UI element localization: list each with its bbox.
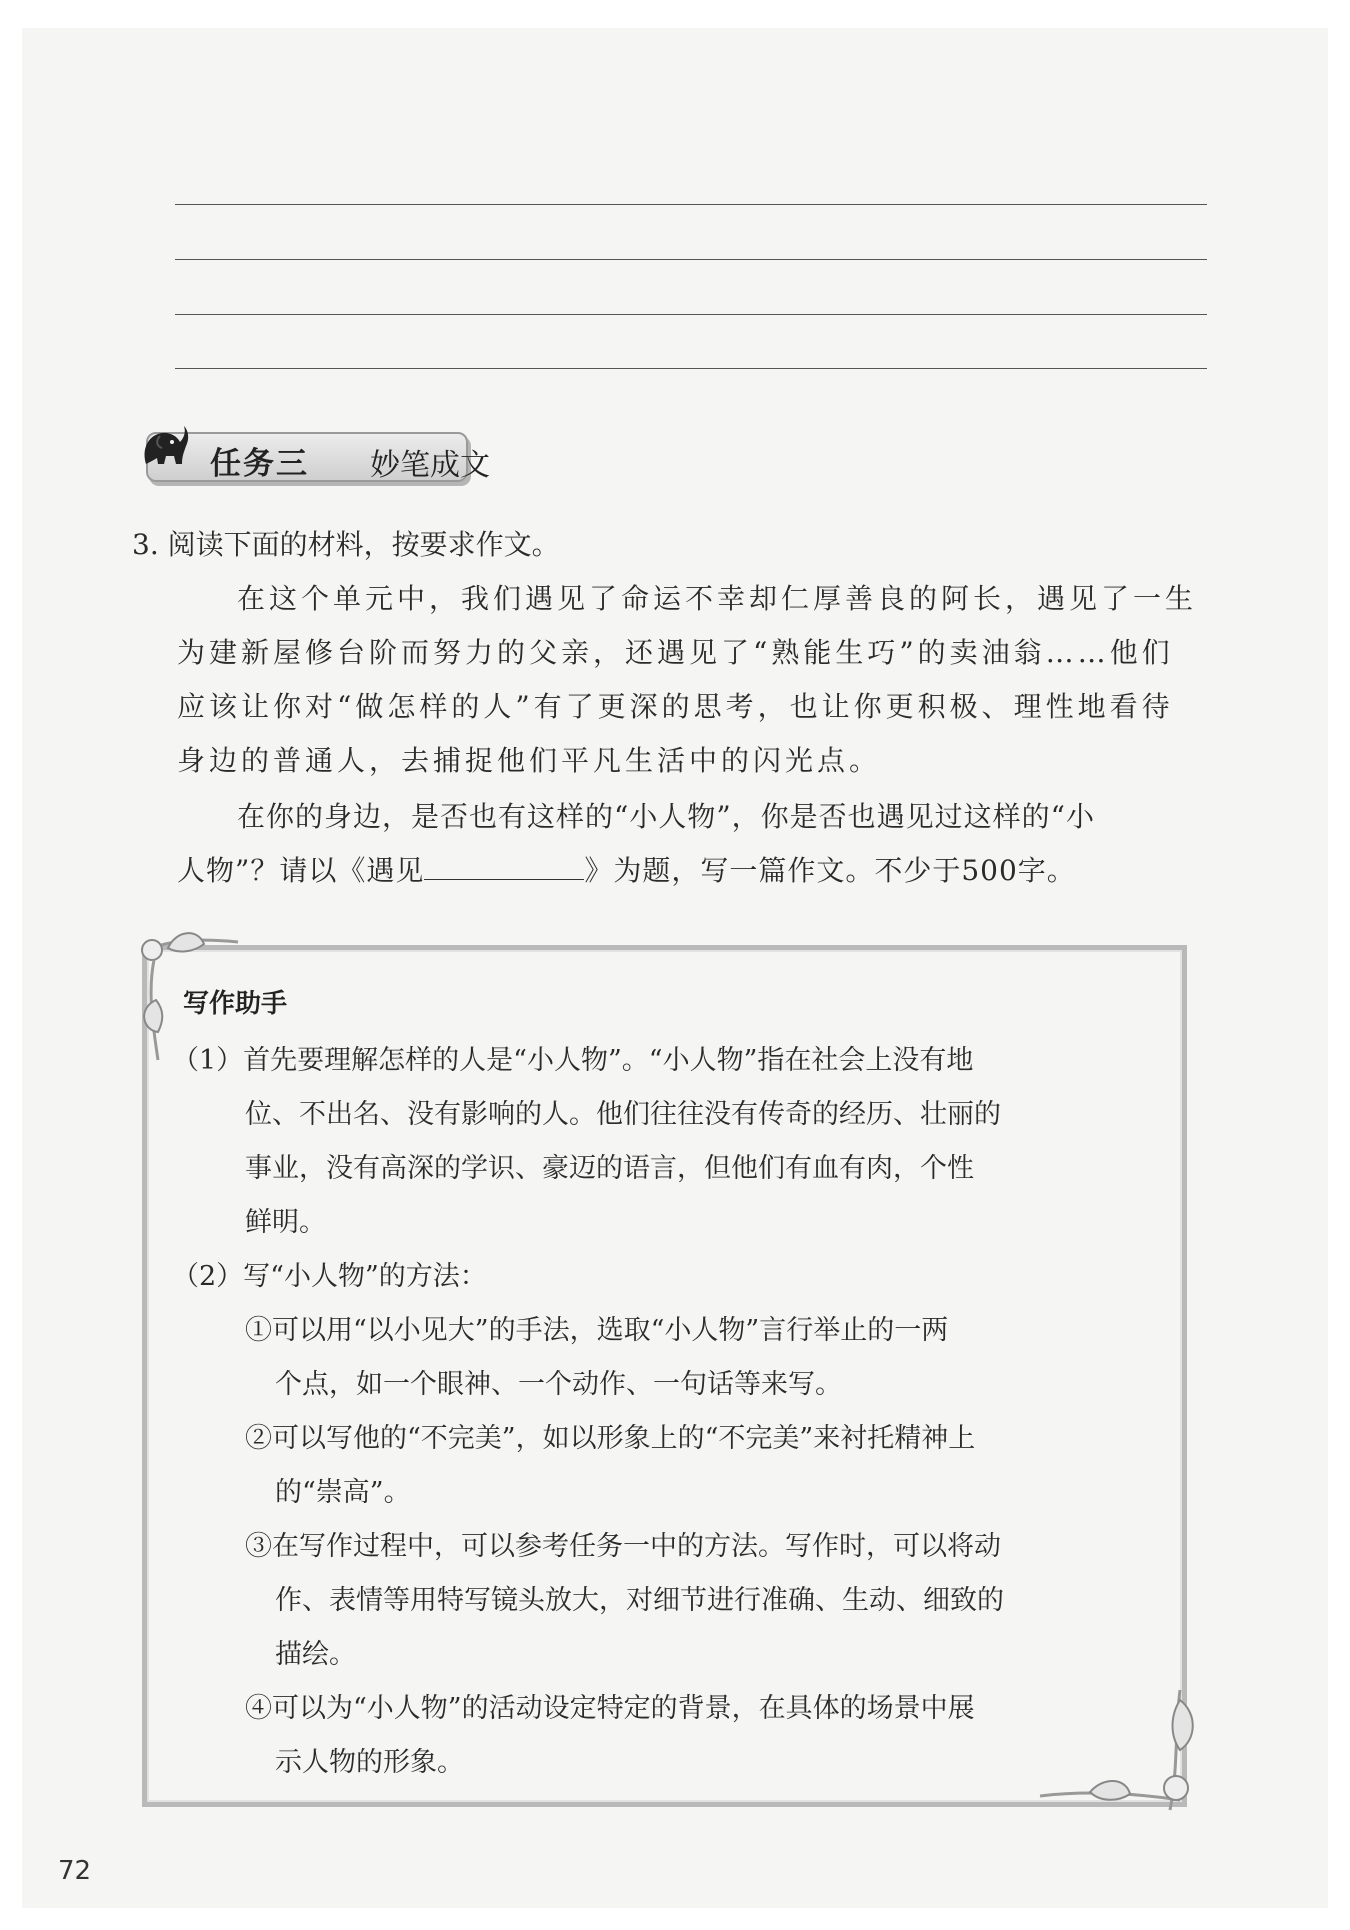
title-blank[interactable] [424,849,584,880]
requirement-line: 在你的身边，是否也有这样的“小人物”，你是否也遇见过这样的“小 [237,800,1095,833]
requirement-text-before: 人物”？请以《遇见 [177,854,425,887]
material-line: 身边的普通人，去捕捉他们平凡生活中的闪光点。 [177,744,882,777]
requirement-text-after: 》为题，写一篇作文。不少于500字。 [584,854,1076,887]
helper-title: 写作助手 [183,989,288,1019]
helper-line: 作、表情等用特写镜头放大，对细节进行准确、生动、细致的 [275,1585,1004,1616]
helper-line: ②可以写他的“不完美”，如以形象上的“不完美”来衬托精神上 [245,1423,976,1454]
helper-line: 的“崇高”。 [275,1477,411,1508]
helper-line: 鲜明。 [245,1207,326,1238]
helper-line: 事业，没有高深的学识、豪迈的语言，但他们有血有肉，个性 [245,1153,974,1184]
helper-line: ④可以为“小人物”的活动设定特定的背景，在具体的场景中展 [245,1693,975,1724]
helper-line: 位、不出名、没有影响的人。他们往往没有传奇的经历、壮丽的 [245,1099,1001,1130]
helper-line: ①可以用“以小见大”的手法，选取“小人物”言行举止的一两 [245,1315,949,1346]
elephant-icon [132,412,196,476]
writing-line[interactable] [175,368,1207,369]
task-badge-label: 任务三 [210,446,309,482]
question-prompt: 3. 阅读下面的材料，按要求作文。 [132,528,560,561]
helper-line: 个点，如一个眼神、一个动作、一句话等来写。 [275,1369,842,1400]
writing-line[interactable] [175,314,1207,315]
material-line: 为建新屋修台阶而努力的父亲，还遇见了“熟能生巧”的卖油翁……他们 [177,636,1174,669]
helper-line: （1）首先要理解怎样的人是“小人物”。“小人物”指在社会上没有地 [172,1045,974,1076]
task-header [132,412,552,492]
helper-line: （2）写“小人物”的方法： [172,1261,487,1292]
requirement-line [177,844,1076,898]
helper-line: 描绘。 [275,1639,356,1670]
material-line: 应该让你对“做怎样的人”有了更深的思考，也让你更积极、理性地看待 [177,690,1174,723]
vine-ornament-icon [1030,1680,1200,1820]
task-title: 妙笔成文 [370,448,490,483]
page-number: 72 [58,1856,92,1886]
material-line: 在这个单元中，我们遇见了命运不幸却仁厚善良的阿长，遇见了一生 [237,582,1198,615]
helper-line: 示人物的形象。 [275,1747,464,1778]
helper-line: ③在写作过程中，可以参考任务一中的方法。写作时，可以将动 [245,1531,1001,1562]
writing-line[interactable] [175,204,1207,205]
writing-line[interactable] [175,259,1207,260]
